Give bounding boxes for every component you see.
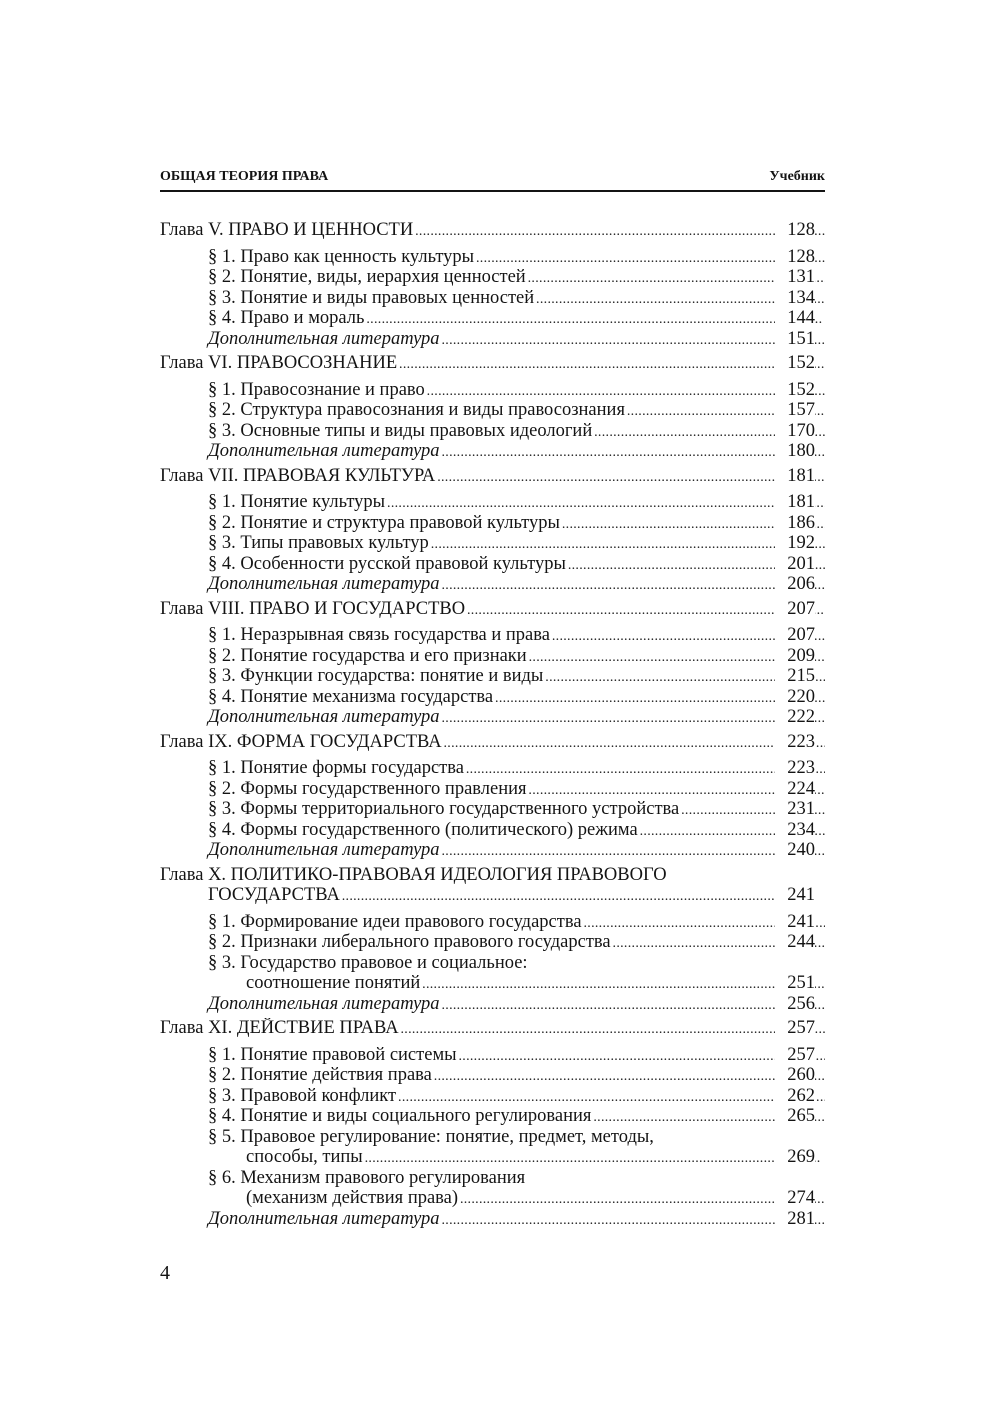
toc-section	[160, 625, 825, 646]
toc-section	[160, 953, 825, 974]
toc-chapter-continuation	[160, 885, 825, 906]
toc-page-number: 265	[775, 1106, 815, 1127]
toc-entry-title: способы, типы	[246, 1147, 363, 1167]
book-type-label: Учебник	[769, 169, 825, 184]
toc-entry-title: Дополнительная литература	[208, 993, 440, 1014]
toc-page-number: 144	[775, 308, 815, 329]
toc-entry-title: ГОСУДАРСТВА	[208, 885, 340, 905]
toc-entry-title: § 3. Государство правовое и социальное:	[208, 952, 528, 973]
toc-section	[160, 646, 825, 667]
toc-page-number: 220	[775, 687, 815, 708]
toc-entry-title: (механизм действия права)	[246, 1188, 459, 1208]
toc-entry-title: § 1. Неразрывная связь государства и права	[208, 625, 550, 645]
toc-entry-title: § 4. Право и мораль	[208, 308, 365, 328]
toc-section	[160, 400, 825, 421]
toc-page-number: 223	[775, 732, 815, 753]
toc-entry-title: § 2. Понятие действия права	[208, 1065, 432, 1085]
toc-page-number: 222	[775, 707, 815, 728]
toc-additional-literature	[160, 1209, 825, 1230]
toc-entry-title: § 4. Особенности русской правовой культуры	[208, 553, 566, 574]
toc-section	[160, 666, 825, 687]
toc-entry-title: § 2. Понятие государства и его признаки	[208, 645, 527, 666]
toc-entry-title: § 1. Право как ценность культуры	[208, 246, 475, 267]
toc-section	[160, 380, 825, 401]
toc-section	[160, 267, 825, 288]
toc-section	[160, 799, 825, 820]
toc-entry-title: § 1. Формирование идеи правового государства	[208, 911, 582, 932]
toc-page-number: 186	[775, 513, 815, 534]
toc-section	[160, 533, 825, 554]
toc-page-number: 201	[775, 554, 815, 575]
toc-entry-title: Глава VII. ПРАВОВАЯ КУЛЬТУРА	[160, 465, 436, 486]
toc-section	[160, 758, 825, 779]
toc-entry-title: § 3. Типы правовых культур	[208, 533, 429, 553]
toc-page-number: 251	[775, 973, 815, 994]
toc-entry-title: § 1. Понятие формы государства	[208, 758, 464, 778]
toc-page-number: 170	[775, 421, 815, 442]
toc-page-number: 152	[775, 353, 815, 374]
toc-entry-title: § 4. Формы государственного (политического) режима	[208, 819, 638, 840]
toc-page-number: 257	[775, 1045, 815, 1066]
toc-entry-title: § 3. Понятие и виды правовых ценностей	[208, 287, 535, 308]
toc-page-number: 152	[775, 380, 815, 401]
toc-page-number: 241	[775, 885, 815, 906]
toc-entry-title: § 4. Понятие и виды социального регулирования	[208, 1106, 592, 1126]
toc-section	[160, 247, 825, 268]
toc-section	[160, 1086, 825, 1107]
toc-section	[160, 1127, 825, 1148]
toc-entry-title: § 2. Структура правосознания и виды правосознания	[208, 400, 625, 420]
toc-entry-title: Дополнительная литература	[208, 441, 440, 461]
toc-page-number: 151	[775, 329, 815, 350]
table-of-contents	[160, 220, 825, 1229]
toc-section	[160, 912, 825, 933]
toc-section	[160, 687, 825, 708]
toc-chapter	[160, 732, 825, 753]
toc-page-number: 207	[775, 625, 815, 646]
toc-page-number: 181	[775, 466, 815, 487]
toc-entry-title: соотношение понятий	[246, 973, 421, 993]
toc-page-number: 256	[775, 994, 815, 1015]
toc-entry-title: Глава XI. ДЕЙСТВИЕ ПРАВА	[160, 1018, 399, 1038]
toc-section	[160, 513, 825, 534]
toc-page-number: 269	[775, 1147, 815, 1168]
toc-section	[160, 820, 825, 841]
toc-additional-literature	[160, 707, 825, 728]
toc-additional-literature	[160, 329, 825, 350]
toc-page-number: 181	[775, 492, 815, 513]
toc-page-number: 241	[775, 912, 815, 933]
toc-page-number: 260	[775, 1065, 815, 1086]
toc-chapter	[160, 466, 825, 487]
toc-entry-title: Дополнительная литература	[208, 328, 440, 349]
page-number: 4	[160, 1262, 170, 1284]
toc-entry-title: § 2. Понятие и структура правовой культуры	[208, 512, 560, 533]
book-title: ОБЩАЯ ТЕОРИЯ ПРАВА	[160, 169, 329, 184]
toc-chapter	[160, 353, 825, 374]
toc-chapter	[160, 599, 825, 620]
toc-chapter	[160, 1018, 825, 1039]
toc-entry-title: § 1. Правосознание и право	[208, 379, 425, 400]
toc-section	[160, 1045, 825, 1066]
toc-section	[160, 1168, 825, 1189]
toc-section	[160, 492, 825, 513]
toc-page-number: 223	[775, 758, 815, 779]
toc-page-number: 207	[775, 599, 815, 620]
toc-page-number: 244	[775, 932, 815, 953]
toc-entry-title: Глава VIII. ПРАВО И ГОСУДАРСТВО	[160, 598, 466, 619]
toc-entry-title: § 3. Функции государства: понятие и виды	[208, 666, 544, 686]
toc-section	[160, 779, 825, 800]
toc-chapter	[160, 220, 825, 241]
toc-page-number: 224	[775, 779, 815, 800]
toc-entry-title: § 4. Понятие механизма государства	[208, 686, 494, 707]
toc-page-number: 128	[775, 220, 815, 241]
toc-entry-title: § 1. Понятие правовой системы	[208, 1044, 457, 1065]
toc-additional-literature	[160, 574, 825, 595]
toc-entry-title: Дополнительная литература	[208, 840, 440, 860]
toc-page-number: 180	[775, 441, 815, 462]
toc-section-continuation	[160, 973, 825, 994]
toc-entry-title: § 2. Формы государственного правления	[208, 778, 527, 799]
toc-entry-title: § 5. Правовое регулирование: понятие, предмет, методы,	[208, 1126, 654, 1147]
toc-page-number: 257	[775, 1018, 815, 1039]
toc-section	[160, 421, 825, 442]
toc-section-continuation	[160, 1147, 825, 1168]
toc-page-number: 131	[775, 267, 815, 288]
toc-additional-literature	[160, 840, 825, 861]
toc-page-number: 134	[775, 288, 815, 309]
toc-page-number: 234	[775, 820, 815, 841]
toc-page-number: 231	[775, 799, 815, 820]
toc-page-number: 240	[775, 840, 815, 861]
toc-additional-literature	[160, 994, 825, 1015]
toc-entry-title: Глава V. ПРАВО И ЦЕННОСТИ	[160, 220, 414, 240]
toc-entry-title: § 1. Понятие культуры	[208, 492, 386, 512]
running-head	[160, 168, 825, 192]
toc-additional-literature	[160, 441, 825, 462]
toc-entry-title: § 2. Понятие, виды, иерархия ценностей	[208, 267, 526, 287]
toc-section	[160, 932, 825, 953]
toc-page-number: 209	[775, 646, 815, 667]
toc-entry-title: Глава X. ПОЛИТИКО-ПРАВОВАЯ ИДЕОЛОГИЯ ПРАВОВОГО	[160, 864, 667, 885]
toc-page-number: 262	[775, 1086, 815, 1107]
toc-entry-title: Глава VI. ПРАВОСОЗНАНИЕ	[160, 353, 398, 373]
toc-section-continuation	[160, 1188, 825, 1209]
toc-page-number: 215	[775, 666, 815, 687]
toc-entry-title: § 3. Формы территориального государственного устройства	[208, 799, 680, 819]
toc-entry-title: Дополнительная литература	[208, 1208, 440, 1229]
toc-entry-title: § 3. Основные типы и виды правовых идеологий	[208, 420, 593, 441]
toc-section	[160, 1106, 825, 1127]
toc-chapter	[160, 865, 825, 886]
toc-entry-title: § 6. Механизм правового регулирования	[208, 1167, 526, 1188]
toc-entry-title: Дополнительная литература	[208, 574, 440, 594]
toc-section	[160, 1065, 825, 1086]
toc-page-number: 128	[775, 247, 815, 268]
toc-section	[160, 554, 825, 575]
toc-page-number: 274	[775, 1188, 815, 1209]
toc-entry-title: Дополнительная литература	[208, 707, 440, 727]
toc-page-number: 192	[775, 533, 815, 554]
toc-entry-title: Глава IX. ФОРМА ГОСУДАРСТВА	[160, 731, 442, 752]
toc-page-number: 206	[775, 574, 815, 595]
toc-entry-title: § 2. Признаки либерального правового государства	[208, 932, 611, 952]
toc-entry-title: § 3. Правовой конфликт	[208, 1085, 397, 1106]
toc-section	[160, 308, 825, 329]
toc-page-number: 281	[775, 1209, 815, 1230]
toc-section	[160, 288, 825, 309]
toc-page-number: 157	[775, 400, 815, 421]
